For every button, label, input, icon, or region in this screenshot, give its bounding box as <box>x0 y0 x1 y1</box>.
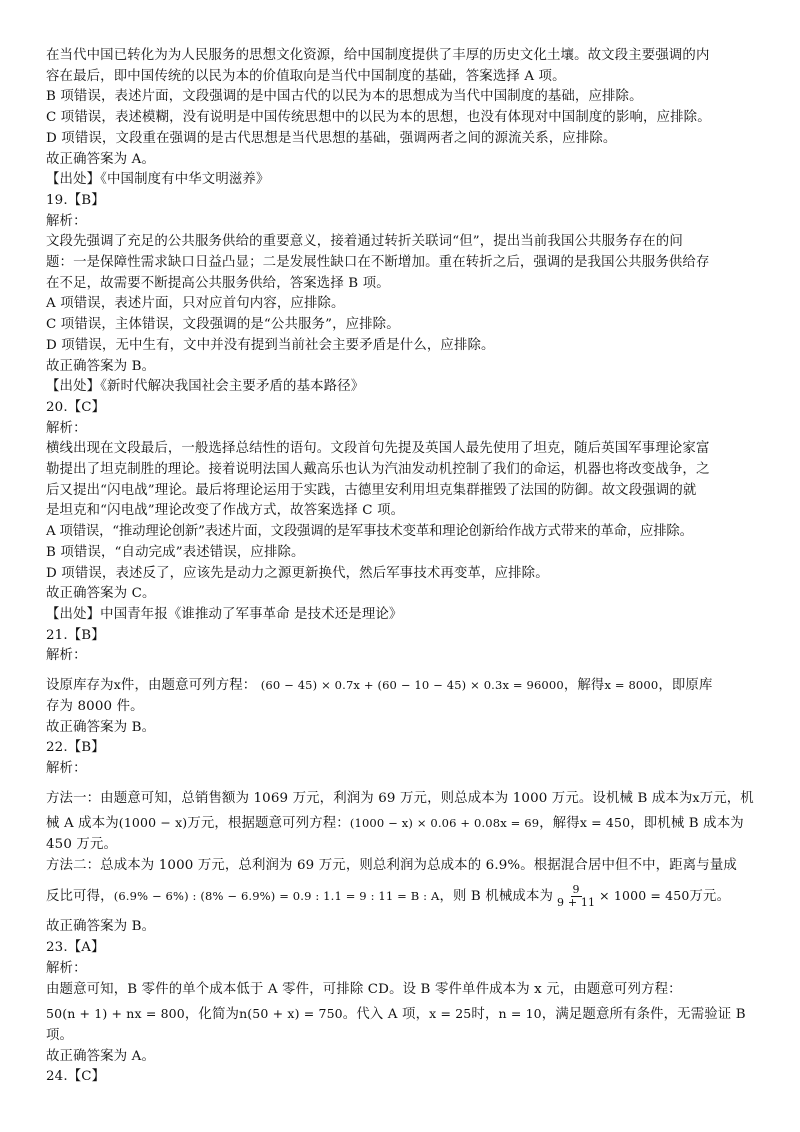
document-page <box>46 46 758 1088</box>
solution: x = 8000 <box>604 678 659 693</box>
expression: (1000 − x) <box>118 815 188 831</box>
analysis-label: 解析： <box>46 960 87 976</box>
option-b-analysis: B 项错误，表述片面，文段强调的是中国古代的以民为本的思想成为当代中国制度的基础，应排除。 <box>46 89 643 105</box>
fraction-numerator: 9 <box>572 883 580 897</box>
text-span: 设原库存为 <box>46 678 114 694</box>
text-span: 万元，机 <box>699 790 754 806</box>
answer-line: 故正确答案为 A。 <box>46 1048 156 1064</box>
text-line: 横线出现在文段最后，一般选择总结性的语句。文段首句先提及英国人最先使用了坦克，随后英国军事理论家富 <box>46 441 710 457</box>
fraction <box>555 884 597 909</box>
source-line: 【出处】中国青年报《谁推动了军事革命 是技术还是理论》 <box>46 606 403 622</box>
math-variable: x <box>692 789 700 805</box>
equation-line <box>46 813 758 835</box>
equation: x = 25 <box>429 1006 472 1022</box>
text-line: 方法二：总成本为 1000 万元，总利润为 69 万元，则总利润为总成本的 6.9%。根据混合居中但不中，距离与量成 <box>46 857 737 873</box>
question-number: 20.【C】 <box>46 399 106 415</box>
equation-line <box>46 1004 758 1026</box>
text-span: 时， <box>471 1007 499 1023</box>
text-line: 后又提出“闪电战”理论。最后将理论运用于实践，古德里安利用坦克集群摧毁了法国的防御。故文段强调的就 <box>46 482 697 498</box>
text-line: 在不足，故需要不断提高公共服务供给，答案选择 B 项。 <box>46 275 390 291</box>
question-number: 22.【B】 <box>46 740 105 756</box>
text-line: 题：一是保障性需求缺口日益凸显；二是发展性缺口在不断增加。重在转折之后，强调的是我国公共服务供给存 <box>46 255 710 271</box>
question-number: 24.【C】 <box>46 1069 106 1085</box>
analysis-label: 解析： <box>46 420 87 436</box>
option-c-analysis: C 项错误，主体错误，文段强调的是“公共服务”，应排除。 <box>46 317 400 333</box>
source-line: 【出处】《中国制度有中华文明滋养》 <box>46 172 270 188</box>
answer-line: 故正确答案为 C。 <box>46 586 156 602</box>
text-span: ，解得 <box>563 678 605 694</box>
equation-line <box>46 675 758 697</box>
source-line: 【出处】《新时代解决我国社会主要矛盾的基本路径》 <box>46 379 365 395</box>
text-span: 械 A 成本为 <box>46 816 119 832</box>
analysis-label: 解析： <box>46 648 87 664</box>
text-line: 容在最后，即中国传统的以民为本的价值取向是当代中国制度的基础，答案选择 A 项。 <box>46 68 566 84</box>
answer-line: 故正确答案为 B。 <box>46 719 156 735</box>
analysis-label: 解析： <box>46 213 87 229</box>
text-line: 450 万元。 <box>46 837 118 853</box>
option-d-analysis: D 项错误，表述反了，应该先是动力之源更新换代，然后军事技术再变革，应排除。 <box>46 565 549 581</box>
answer-line: 故正确答案为 A。 <box>46 151 156 167</box>
equation: 50(n + 1) + nx = 800 <box>46 1006 185 1022</box>
equation: (60 − 45) × 0.7x + (60 − 10 − 45) × 0.3x = 96000 <box>260 678 564 693</box>
fraction-denominator: 9 + 11 <box>557 896 596 910</box>
equation: n = 10 <box>498 1006 542 1022</box>
ratio-equation: (6.9% − 6%) : (8% − 6.9%) = 0.9 : 1.1 = 9 : 11 = B : A <box>113 889 440 904</box>
equation: n(50 + x) = 750 <box>239 1006 343 1022</box>
text-span: ，解得 <box>539 816 580 832</box>
text-line: 文段先强调了充足的公共服务供给的重要意义，接着通过转折关联词“但”，提出当前我国公共服务存在的问 <box>46 234 683 250</box>
equation-line <box>46 788 758 810</box>
option-a-analysis: A 项错误，“推动理论创新”表述片面，文段强调的是军事技术变革和理论创新给作战方式带来的革命，应排除。 <box>46 524 693 540</box>
math-variable: x <box>113 677 121 693</box>
text-span: 万元，根据题意可列方程： <box>187 816 350 832</box>
option-d-analysis: D 项错误，文段重在强调的是古代思想是当代思想的基础，强调两者之间的源流关系，应排除。 <box>46 130 617 146</box>
text-span: 件，由题意可列方程： <box>120 678 257 694</box>
equation: (1000 − x) × 0.06 + 0.08x = 69 <box>349 816 540 831</box>
text-span: ，即原库 <box>658 678 713 694</box>
text-span: 反比可得， <box>46 889 114 905</box>
text-span: 方法一：由题意可知，总销售额为 1069 万元，利润为 69 万元，则总成本为 1000 万元。设机械 B 成本为 <box>46 790 693 806</box>
text-span: ，即机械 B 成本为 <box>630 816 744 832</box>
option-b-analysis: B 项错误，“自动完成”表述错误，应排除。 <box>46 544 305 560</box>
question-number: 21.【B】 <box>46 627 105 643</box>
option-d-analysis: D 项错误，无中生有，文中并没有提到当前社会主要矛盾是什么，应排除。 <box>46 337 495 353</box>
text-line: 是坦克和“闪电战”理论改变了作战方式，故答案选择 C 项。 <box>46 503 405 519</box>
fraction-result: × 1000 = 450 <box>599 888 690 904</box>
solution: x = 450 <box>579 815 631 831</box>
text-line: 勒提出了坦克制胜的理论。接着说明法国人戴高乐也认为汽油发动机控制了我们的命运，机器也将改变战争，之 <box>46 462 710 478</box>
answer-line: 故正确答案为 B。 <box>46 358 156 374</box>
question-number: 23.【A】 <box>46 940 105 956</box>
question-number: 19.【B】 <box>46 192 105 208</box>
text-span: 。代入 A 项， <box>342 1007 430 1023</box>
option-c-analysis: C 项错误，表述模糊，没有说明是中国传统思想中的以民为本的思想，也没有体现对中国制度的影响，应排除。 <box>46 110 711 126</box>
text-span: ，满足题意所有条件，无需验证 B <box>541 1007 746 1023</box>
option-a-analysis: A 项错误，表述片面，只对应首句内容，应排除。 <box>46 296 345 312</box>
text-span: ，则 B 机械成本为 <box>439 889 554 905</box>
equation-line <box>46 876 758 917</box>
text-line: 存为 8000 件。 <box>46 698 144 714</box>
text-line: 由题意可知，B 零件的单个成本低于 A 零件，可排除 CD。设 B 零件单件成本为 x 元，由题意可列方程： <box>46 981 682 997</box>
text-span: ，化简为 <box>184 1007 240 1023</box>
text-line: 项。 <box>46 1027 74 1043</box>
text-line: 在当代中国已转化为为人民服务的思想文化资源，给中国制度提供了丰厚的历史文化土壤。故文段主要强调的内 <box>46 48 710 63</box>
analysis-label: 解析： <box>46 760 87 776</box>
text-span: 万元。 <box>689 889 731 905</box>
answer-line: 故正确答案为 B。 <box>46 919 156 935</box>
